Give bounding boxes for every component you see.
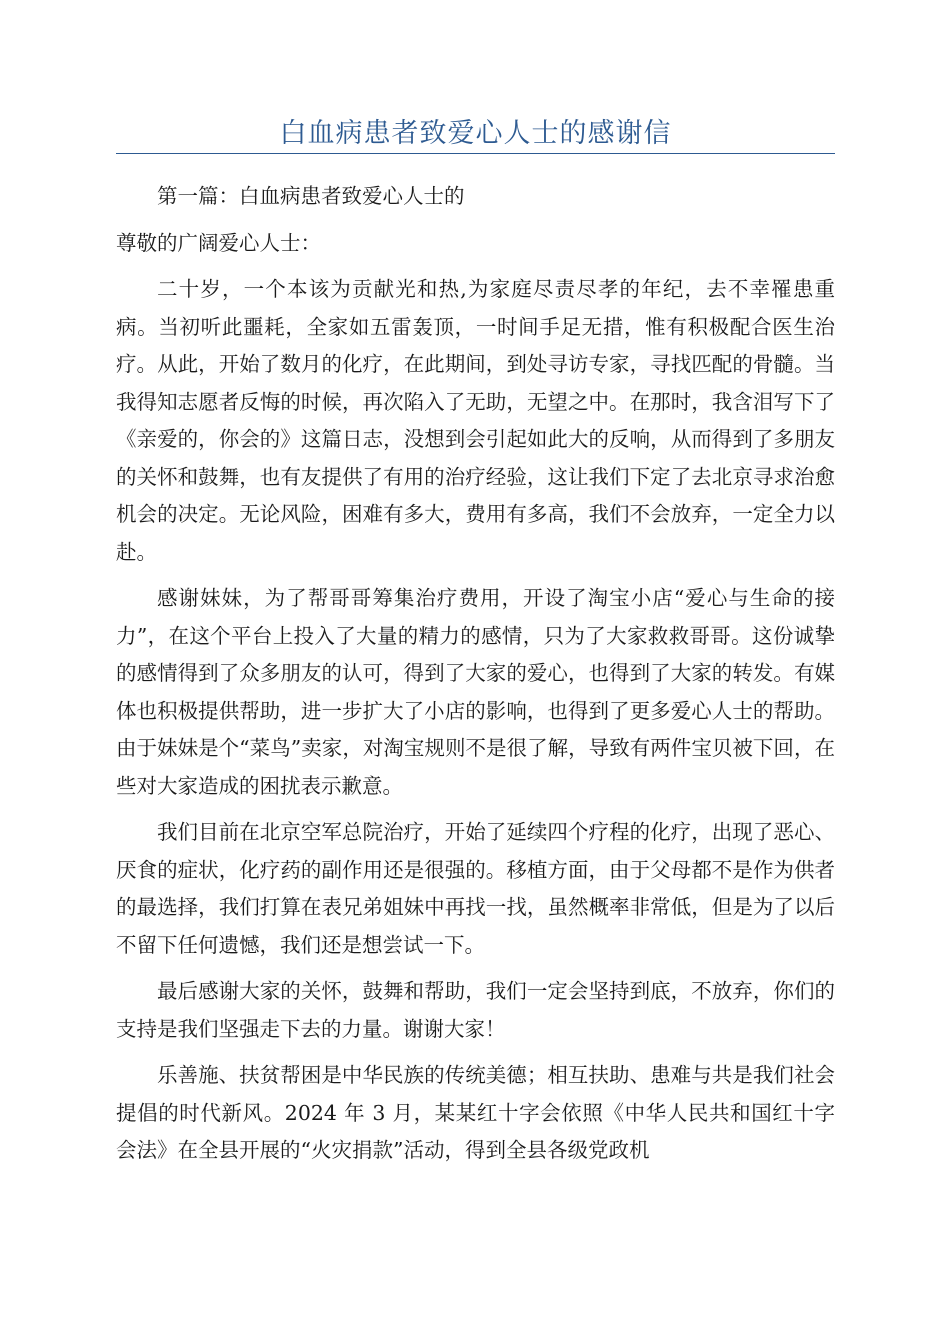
title-underline: [116, 153, 835, 154]
paragraph-3: 我们目前在北京空军总院治疗，开始了延续四个疗程的化疗，出现了恶心、厌食的症状，化疗药的副作用还是很强的。移植方面，由于父母都不是作为供者的最选择，我们打算在表兄弟姐妹中再找一找，虽然概率非常低，但是为了以后不留下任何遗憾，我们还是想尝试一下。: [116, 820, 835, 957]
document-body: [116, 178, 835, 1179]
paragraph-5: 乐善施、扶贫帮困是中华民族的传统美德；相互扶助、患难与共是我们社会提倡的时代新风。2024 年 3 月，某某红十字会依照《中华人民共和国红十字会法》在全县开展的“火灾捐款”活动，得到全县各级党政机: [116, 1063, 835, 1162]
section-heading: 第一篇：白血病患者致爱心人士的: [157, 184, 465, 208]
salutation: 尊敬的广阔爱心人士：: [116, 230, 321, 255]
paragraph-2: 感谢妹妹，为了帮哥哥筹集治疗费用，开设了淘宝小店“爱心与生命的接力”，在这个平台上投入了大量的精力的感情，只为了大家救救哥哥。这份诚挚的感情得到了众多朋友的认可，得到了大家的爱心，也得到了大家的转发。有媒体也积极提供帮助，进一步扩大了小店的影响，也得到了更多爱心人士的帮助。由于妹妹是个“菜鸟”卖家，对淘宝规则不是很了解，导致有两件宝贝被下回，在些对大家造成的困扰表示歉意。: [116, 586, 835, 798]
paragraph-1: 二十岁，一个本该为贡献光和热,为家庭尽责尽孝的年纪，去不幸罹患重病。当初听此噩耗，全家如五雷轰顶，一时间手足无措，惟有积极配合医生治疗。从此，开始了数月的化疗，在此期间，到处寻访专家，寻找匹配的骨髓。当我得知志愿者反悔的时候，再次陷入了无助，无望之中。在那时，我含泪写下了《亲爱的，你会的》这篇日志，没想到会引起如此大的反响，从而得到了多朋友的关怀和鼓舞，也有友提供了有用的治疗经验，这让我们下定了去北京寻求治愈机会的决定。无论风险，困难有多大，费用有多高，我们不会放弃，一定全力以赴。: [116, 277, 835, 564]
document-title: 白血病患者致爱心人士的感谢信: [279, 118, 672, 149]
paragraph-4: 最后感谢大家的关怀，鼓舞和帮助，我们一定会坚持到底，不放弃，你们的支持是我们坚强走下去的力量。谢谢大家！: [116, 979, 835, 1041]
